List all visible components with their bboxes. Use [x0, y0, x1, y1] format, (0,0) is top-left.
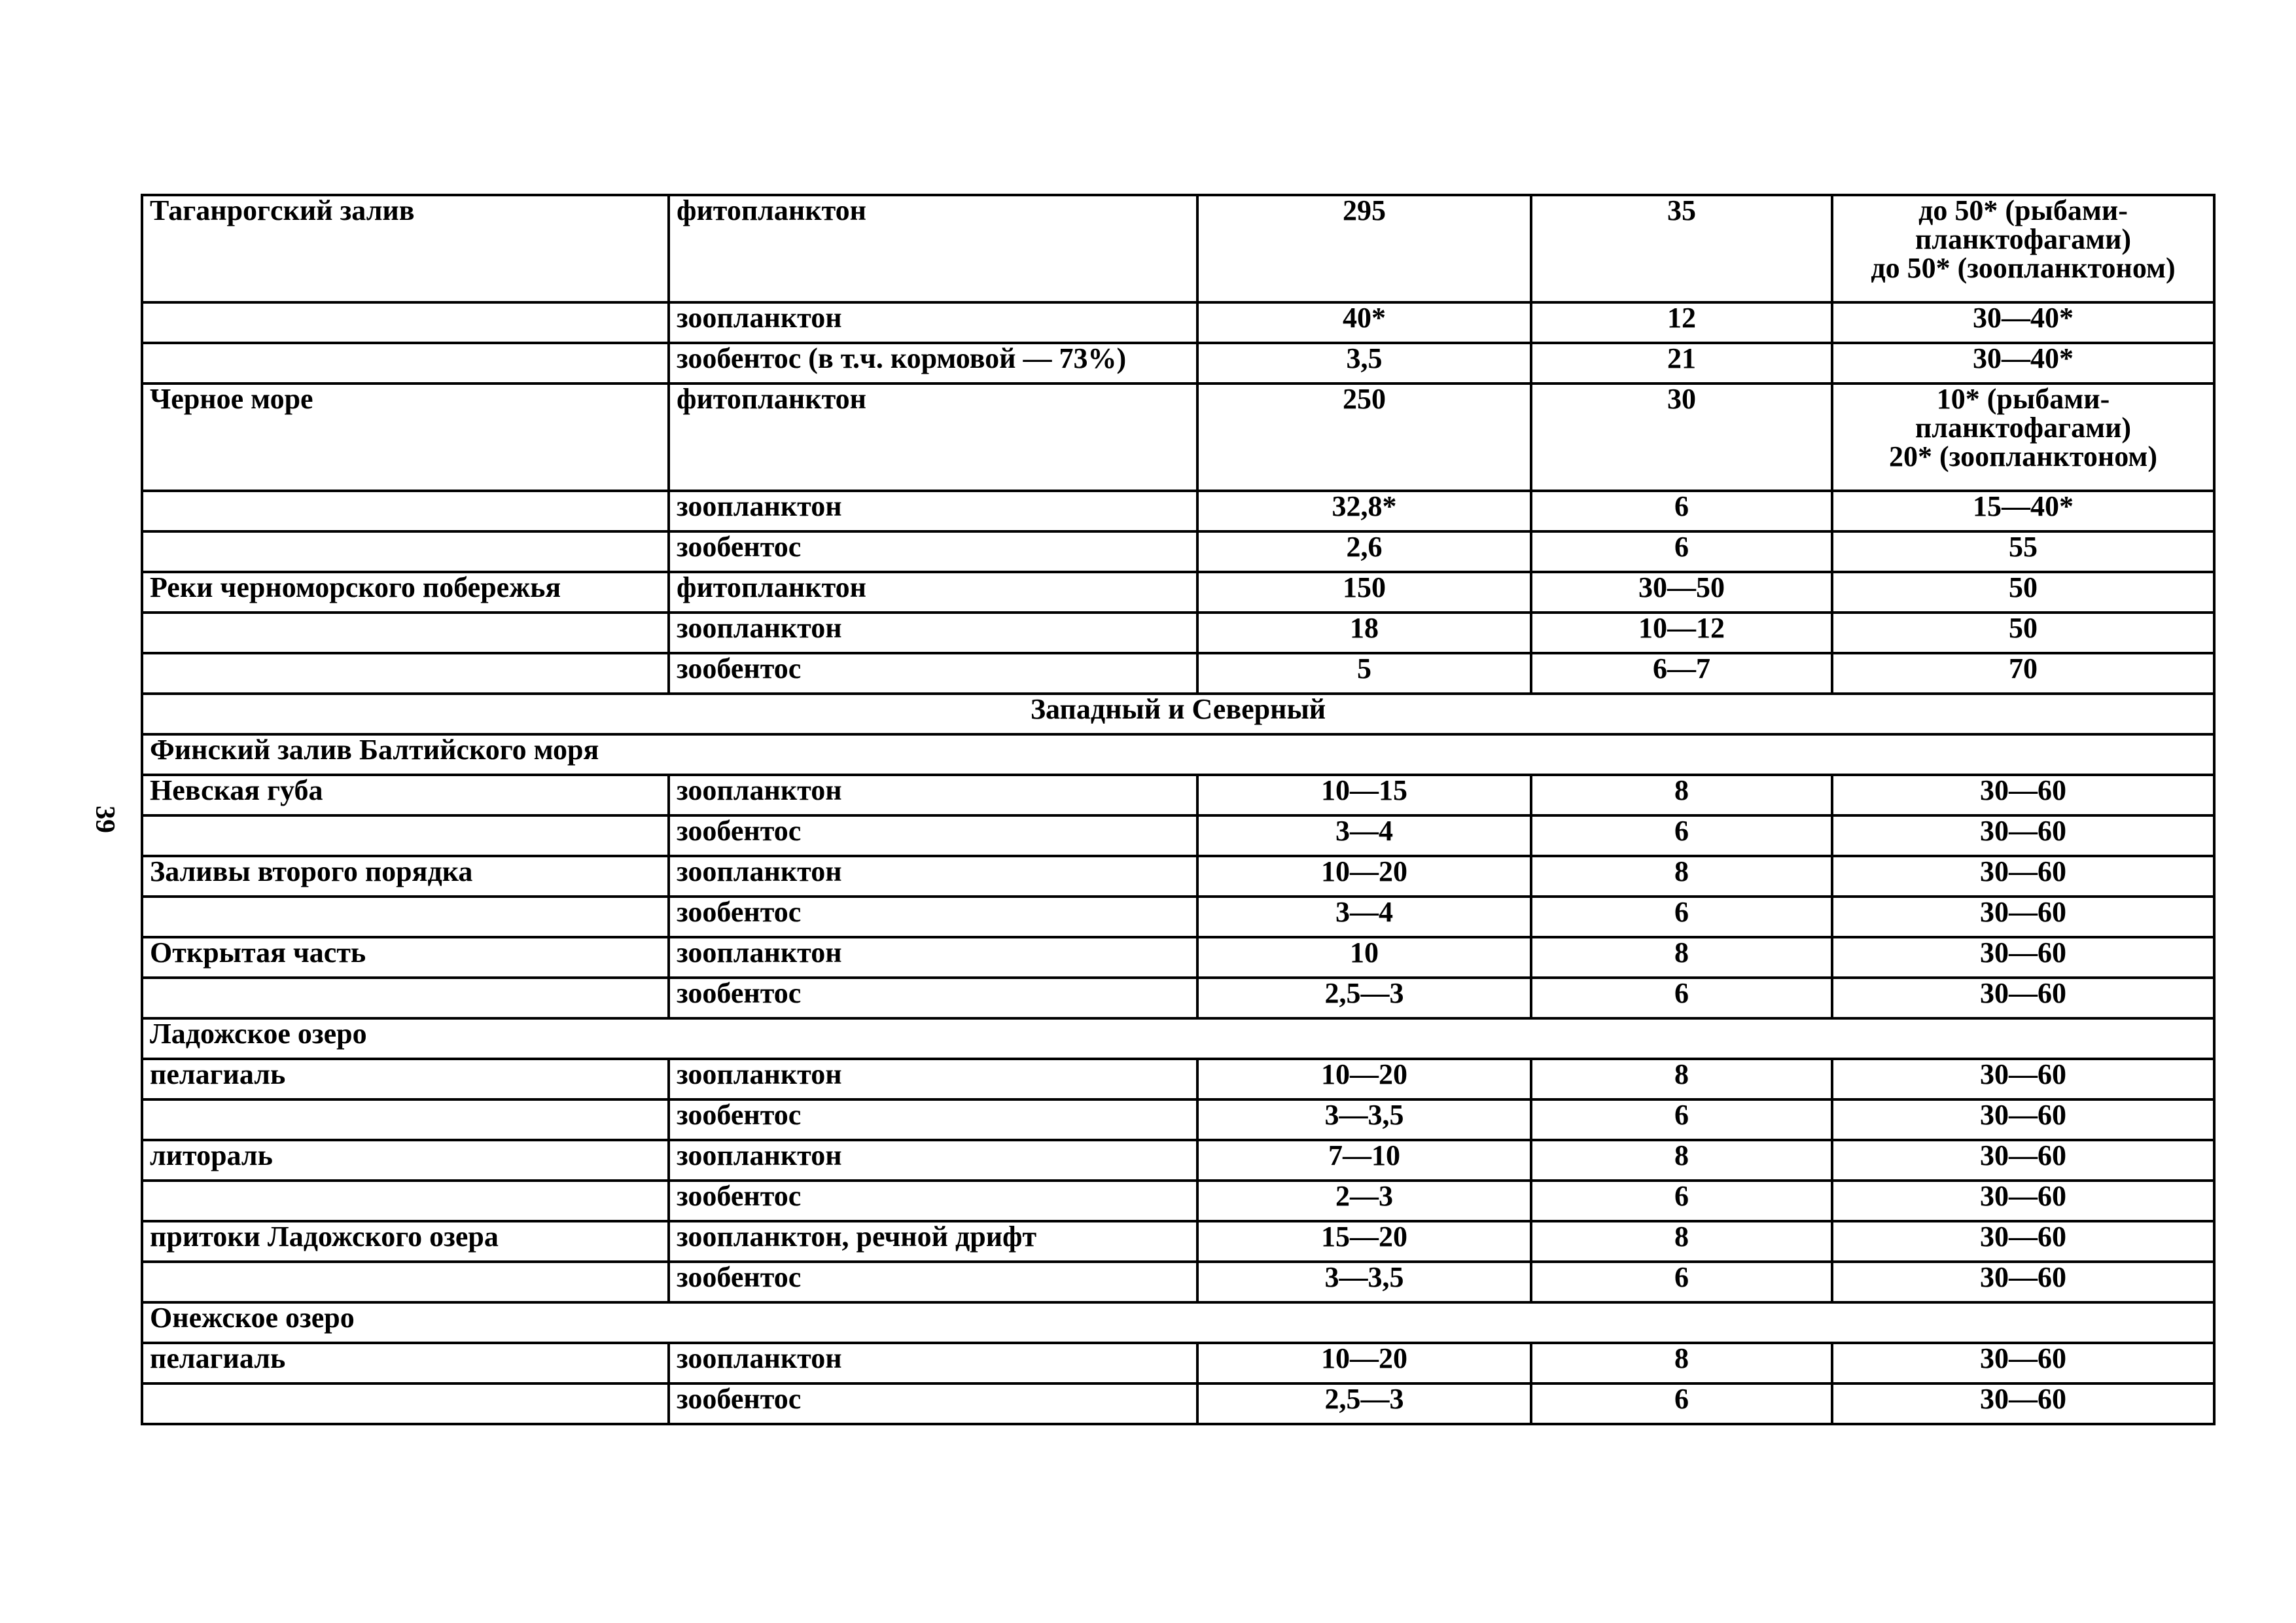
table-row — [142, 815, 2214, 856]
table-row — [142, 897, 2214, 937]
value-cell-col5 — [1832, 343, 2214, 383]
region-cell — [142, 1181, 669, 1221]
region-cell — [142, 978, 669, 1018]
region-cell — [142, 1262, 669, 1302]
value-cell-col5 — [1832, 937, 2214, 978]
organism-group-cell: зоопланктон — [669, 1059, 1197, 1099]
value-cell-col3: 10—15 — [1197, 775, 1531, 815]
value-line: 30—60 — [1980, 856, 2066, 887]
value-cell-col3: 3—3,5 — [1197, 1099, 1531, 1140]
table-row — [142, 734, 2214, 775]
organism-group-cell: зообентос — [669, 1262, 1197, 1302]
value-cell-col4: 6 — [1531, 491, 1832, 531]
value-cell-col4: 8 — [1531, 856, 1832, 897]
value-cell-col5 — [1832, 1383, 2214, 1424]
region-cell — [142, 897, 669, 937]
value-cell-col4: 8 — [1531, 1059, 1832, 1099]
value-line: до 50* (рыбами- — [1918, 195, 2128, 226]
value-line: 70 — [2009, 653, 2038, 685]
region-cell — [142, 531, 669, 572]
organism-group-cell: зообентос (в т.ч. кормовой — 73%) — [669, 343, 1197, 383]
value-line: 30—60 — [1980, 1181, 2066, 1212]
value-line: 30—60 — [1980, 1140, 2066, 1171]
organism-group-cell: зообентос — [669, 815, 1197, 856]
region-cell: Открытая часть — [142, 937, 669, 978]
value-cell-col5 — [1832, 1221, 2214, 1262]
value-cell-col4: 8 — [1531, 1343, 1832, 1383]
organism-group-cell: фитопланктон — [669, 572, 1197, 613]
value-cell-col4: 6 — [1531, 815, 1832, 856]
region-cell: притоки Ладожского озера — [142, 1221, 669, 1262]
value-cell-col4: 6—7 — [1531, 653, 1832, 694]
organism-group-cell: зоопланктон — [669, 1140, 1197, 1181]
value-cell-col5 — [1832, 856, 2214, 897]
value-cell-col3: 295 — [1197, 195, 1531, 302]
region-cell: Реки черноморского побережья — [142, 572, 669, 613]
value-cell-col4: 8 — [1531, 937, 1832, 978]
organism-group-cell: зоопланктон — [669, 937, 1197, 978]
value-cell-col3: 10—20 — [1197, 856, 1531, 897]
value-cell-col3: 5 — [1197, 653, 1531, 694]
organism-group-cell: зообентос — [669, 1181, 1197, 1221]
page-number: 39 — [90, 806, 120, 833]
value-cell-col5 — [1832, 815, 2214, 856]
region-cell: Черное море — [142, 383, 669, 491]
table-row — [142, 343, 2214, 383]
organism-group-cell: зоопланктон — [669, 613, 1197, 653]
organism-group-cell: зоопланктон — [669, 856, 1197, 897]
value-cell-col5 — [1832, 1059, 2214, 1099]
organism-group-cell: фитопланктон — [669, 383, 1197, 491]
region-cell — [142, 613, 669, 653]
value-cell-col4: 6 — [1531, 1262, 1832, 1302]
value-cell-col3: 3—3,5 — [1197, 1262, 1531, 1302]
water-body-heading: Финский залив Балтийского моря — [142, 734, 2214, 775]
table-row — [142, 1343, 2214, 1383]
table-body — [142, 195, 2214, 1424]
value-line: 30—60 — [1980, 937, 2066, 969]
value-line: 30—60 — [1980, 1059, 2066, 1090]
table-row — [142, 1059, 2214, 1099]
value-cell-col5 — [1832, 491, 2214, 531]
value-cell-col4: 6 — [1531, 1383, 1832, 1424]
region-cell: литораль — [142, 1140, 669, 1181]
value-line: 50 — [2009, 613, 2038, 644]
value-line: 30—40* — [1973, 343, 2074, 374]
value-cell-col5 — [1832, 1140, 2214, 1181]
value-line: 30—60 — [1980, 1383, 2066, 1415]
value-line: 20* (зоопланктоном) — [1889, 440, 2157, 473]
table-row — [142, 1181, 2214, 1221]
region-cell — [142, 343, 669, 383]
value-cell-col5 — [1832, 531, 2214, 572]
table-row — [142, 572, 2214, 613]
organism-group-cell: зоопланктон — [669, 491, 1197, 531]
value-line: 30—60 — [1980, 775, 2066, 806]
region-cell — [142, 1383, 669, 1424]
value-line: 30—60 — [1980, 1262, 2066, 1293]
value-cell-col4: 8 — [1531, 1140, 1832, 1181]
value-line: 30—60 — [1980, 978, 2066, 1009]
table-row — [142, 383, 2214, 491]
value-cell-col3: 2,5—3 — [1197, 978, 1531, 1018]
value-cell-col5 — [1832, 1262, 2214, 1302]
value-cell-col5 — [1832, 653, 2214, 694]
value-cell-col3: 32,8* — [1197, 491, 1531, 531]
table-row — [142, 775, 2214, 815]
value-cell-col5 — [1832, 1343, 2214, 1383]
water-body-heading: Онежское озеро — [142, 1302, 2214, 1343]
value-line: планктофагами) — [1915, 223, 2132, 255]
value-cell-col4: 6 — [1531, 897, 1832, 937]
region-cell: Заливы второго порядка — [142, 856, 669, 897]
value-line: 30—40* — [1973, 302, 2074, 334]
value-cell-col5 — [1832, 897, 2214, 937]
data-table — [141, 194, 2216, 1425]
table-row — [142, 531, 2214, 572]
value-cell-col3: 2,5—3 — [1197, 1383, 1531, 1424]
table-row — [142, 856, 2214, 897]
organism-group-cell: зоопланктон, речной дрифт — [669, 1221, 1197, 1262]
value-cell-col3: 2—3 — [1197, 1181, 1531, 1221]
table-row — [142, 302, 2214, 343]
section-heading: Западный и Северный — [142, 694, 2214, 734]
value-cell-col3: 250 — [1197, 383, 1531, 491]
value-cell-col3: 3,5 — [1197, 343, 1531, 383]
value-line: до 50* (зоопланктоном) — [1871, 252, 2176, 284]
organism-group-cell: зоопланктон — [669, 775, 1197, 815]
value-cell-col3: 10—20 — [1197, 1059, 1531, 1099]
value-cell-col4: 10—12 — [1531, 613, 1832, 653]
region-cell — [142, 815, 669, 856]
value-cell-col4: 30 — [1531, 383, 1832, 491]
organism-group-cell: зообентос — [669, 1099, 1197, 1140]
value-cell-col4: 8 — [1531, 775, 1832, 815]
value-cell-col3: 3—4 — [1197, 897, 1531, 937]
table-row — [142, 1099, 2214, 1140]
table-row — [142, 1140, 2214, 1181]
value-cell-col3: 7—10 — [1197, 1140, 1531, 1181]
organism-group-cell: зообентос — [669, 897, 1197, 937]
region-cell: Таганрогский залив — [142, 195, 669, 302]
region-cell — [142, 653, 669, 694]
table-row — [142, 1018, 2214, 1059]
organism-group-cell: зоопланктон — [669, 302, 1197, 343]
value-line: 30—60 — [1980, 815, 2066, 847]
value-cell-col4: 30—50 — [1531, 572, 1832, 613]
organism-group-cell: зообентос — [669, 653, 1197, 694]
table-row — [142, 1302, 2214, 1343]
value-cell-col4: 6 — [1531, 531, 1832, 572]
water-body-heading: Ладожское озеро — [142, 1018, 2214, 1059]
region-cell: пелагиаль — [142, 1059, 669, 1099]
table-row — [142, 491, 2214, 531]
value-cell-col3: 18 — [1197, 613, 1531, 653]
table-row — [142, 1221, 2214, 1262]
table-row — [142, 978, 2214, 1018]
value-cell-col5 — [1832, 383, 2214, 491]
value-cell-col3: 10 — [1197, 937, 1531, 978]
value-cell-col5 — [1832, 572, 2214, 613]
organism-group-cell: зообентос — [669, 978, 1197, 1018]
region-cell — [142, 491, 669, 531]
value-cell-col5 — [1832, 978, 2214, 1018]
value-cell-col3: 150 — [1197, 572, 1531, 613]
organism-group-cell: зообентос — [669, 1383, 1197, 1424]
value-cell-col3: 3—4 — [1197, 815, 1531, 856]
value-cell-col4: 21 — [1531, 343, 1832, 383]
value-cell-col5 — [1832, 613, 2214, 653]
value-line: 30—60 — [1980, 1099, 2066, 1131]
value-cell-col5 — [1832, 195, 2214, 302]
table-row — [142, 653, 2214, 694]
value-cell-col4: 6 — [1531, 978, 1832, 1018]
table-row — [142, 937, 2214, 978]
region-cell — [142, 1099, 669, 1140]
value-line: 10* (рыбами- — [1936, 383, 2110, 415]
value-cell-col3: 2,6 — [1197, 531, 1531, 572]
value-cell-col4: 35 — [1531, 195, 1832, 302]
value-line: 50 — [2009, 572, 2038, 603]
table-row — [142, 1383, 2214, 1424]
value-cell-col4: 6 — [1531, 1099, 1832, 1140]
value-line: 15—40* — [1973, 491, 2074, 522]
table-row — [142, 1262, 2214, 1302]
table-row — [142, 613, 2214, 653]
value-cell-col5 — [1832, 775, 2214, 815]
value-cell-col4: 6 — [1531, 1181, 1832, 1221]
value-cell-col4: 8 — [1531, 1221, 1832, 1262]
organism-group-cell: зоопланктон — [669, 1343, 1197, 1383]
table-row — [142, 694, 2214, 734]
organism-group-cell: зообентос — [669, 531, 1197, 572]
value-cell-col3: 40* — [1197, 302, 1531, 343]
value-cell-col5 — [1832, 1099, 2214, 1140]
table-row — [142, 195, 2214, 302]
value-cell-col5 — [1832, 1181, 2214, 1221]
value-cell-col3: 10—20 — [1197, 1343, 1531, 1383]
value-cell-col4: 12 — [1531, 302, 1832, 343]
value-line: 30—60 — [1980, 1221, 2066, 1253]
region-cell — [142, 302, 669, 343]
value-line: 30—60 — [1980, 897, 2066, 928]
value-cell-col3: 15—20 — [1197, 1221, 1531, 1262]
region-cell: пелагиаль — [142, 1343, 669, 1383]
value-line: 55 — [2009, 531, 2038, 563]
region-cell: Невская губа — [142, 775, 669, 815]
value-line: планктофагами) — [1915, 412, 2132, 444]
value-line: 30—60 — [1980, 1343, 2066, 1374]
organism-group-cell: фитопланктон — [669, 195, 1197, 302]
value-cell-col5 — [1832, 302, 2214, 343]
